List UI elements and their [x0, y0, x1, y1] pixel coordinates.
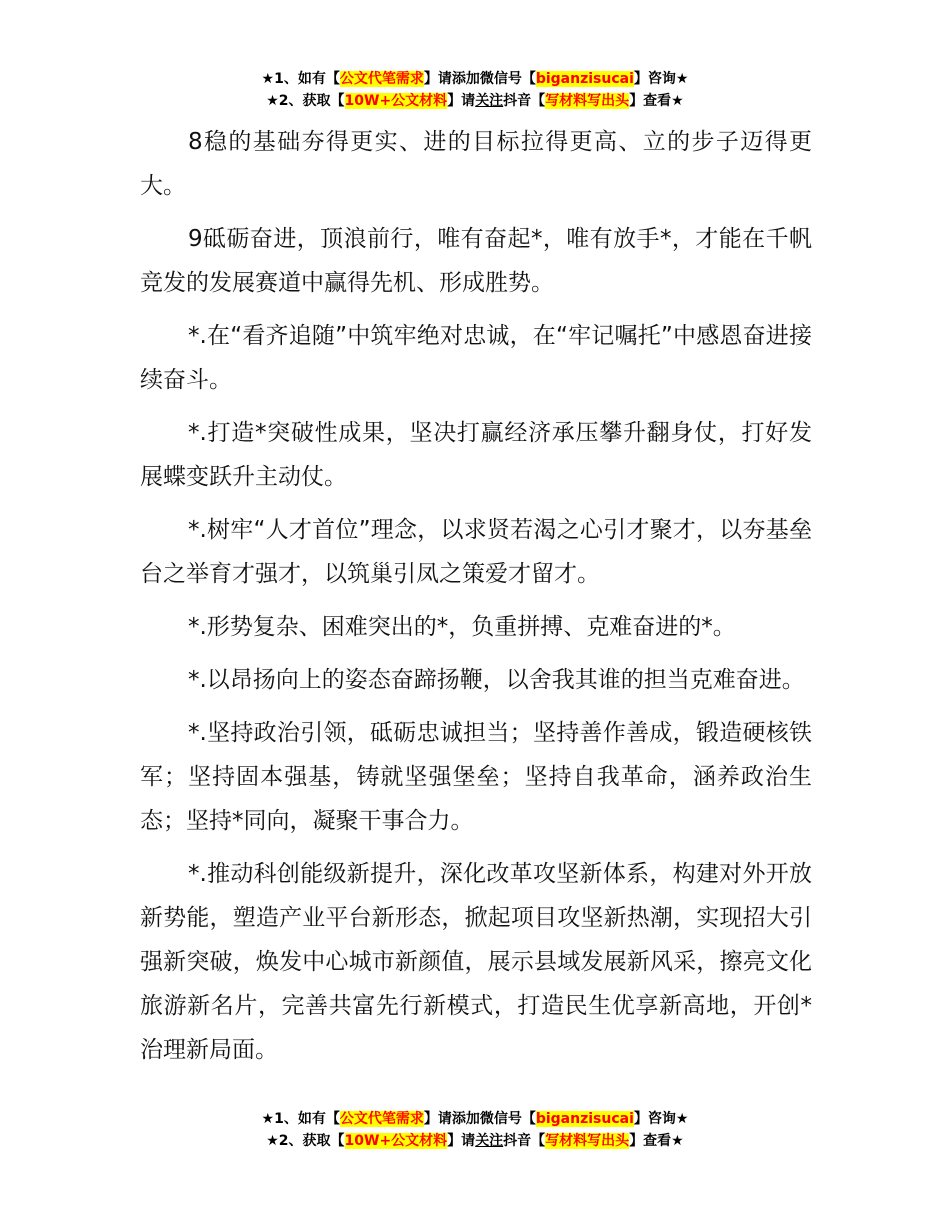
banner-line-2: [0, 90, 950, 112]
banner-text: 】请添: [423, 71, 466, 87]
banner-text: 关注: [475, 1133, 504, 1149]
header-banner: [0, 68, 950, 112]
banner-highlight: 公文代笔需求: [339, 71, 424, 87]
paragraph: *.树牢“人才首位”理念，以求贤若渴之心引才聚才，以夯基垒台之举育才强才，以筑巢引凤之策爱才留才。: [140, 517, 812, 587]
footer-banner: [0, 1108, 950, 1152]
banner-highlight: 写材料写出头: [545, 93, 630, 109]
banner-text: 加: [465, 1111, 480, 1127]
banner-text: 抖音【: [503, 1133, 546, 1149]
banner-text: 】咨询★: [633, 1111, 689, 1127]
banner-text: 】咨询★: [633, 71, 689, 87]
banner-highlight: 写材料写出头: [545, 1133, 630, 1149]
banner-highlight: 10W+公文材料: [344, 1133, 448, 1149]
banner-wechat-id: biganzisucai: [535, 71, 634, 87]
banner-wechat-id: biganzisucai: [535, 1111, 634, 1127]
banner-text: ★1、如有【: [261, 71, 340, 87]
banner-text: 微信号【: [479, 71, 536, 87]
paragraph: *.在“看齐追随”中筑牢绝对忠诚，在“牢记嘱托”中感恩奋进接续奋斗。: [140, 323, 812, 393]
banner-text: 】请添: [423, 1111, 466, 1127]
document-body: [140, 120, 812, 1081]
banner-text: 】查看★: [629, 1133, 684, 1149]
banner-text: ★2、获取【: [266, 1133, 345, 1149]
paragraph: 8稳的基础夯得更实、进的目标拉得更高、立的步子迈得更大。: [140, 129, 812, 199]
banner-text: 】查看★: [629, 93, 684, 109]
paragraph: *.推动科创能级新提升，深化改革攻坚新体系，构建对外开放新势能，塑造产业平台新形态，掀起项目攻坚新热潮，实现招大引强新突破，焕发中心城市新颜值，展示县域发展新风采，擦亮文化旅游新名片，完善共富先行新模式，打造民生优享新高地，开创*治理新局面。: [140, 861, 812, 1063]
banner-text: 】请: [447, 93, 476, 109]
banner-text: 加: [465, 71, 480, 87]
banner-text: ★2、获取【: [266, 93, 345, 109]
paragraph: *.形势复杂、困难突出的*，负重拼搏、克难奋进的*。: [188, 614, 736, 640]
banner-text: 关注: [475, 93, 504, 109]
banner-line-2: [0, 1130, 950, 1152]
banner-highlight: 公文代笔需求: [339, 1111, 424, 1127]
paragraph: *.坚持政治引领，砥砺忠诚担当；坚持善作善成，锻造硬核铁军；坚持固本强基，铸就坚强堡垒；坚持自我革命，涵养政治生态；坚持*同向，凝聚干事合力。: [140, 720, 812, 834]
banner-highlight: 10W+公文材料: [344, 93, 448, 109]
paragraph: *.以昂扬向上的姿态奋蹄扬鞭，以舍我其谁的担当克难奋进。: [188, 667, 805, 693]
banner-text: 】请: [447, 1133, 476, 1149]
banner-line-1: [0, 68, 950, 90]
banner-text: ★1、如有【: [261, 1111, 340, 1127]
banner-text: 微信号【: [479, 1111, 536, 1127]
banner-text: 抖音【: [503, 93, 546, 109]
paragraph: 9砥砺奋进，顶浪前行，唯有奋起*，唯有放手*，才能在千帆竞发的发展赛道中赢得先机、形成胜势。: [140, 226, 812, 296]
paragraph: *.打造*突破性成果，坚决打赢经济承压攀升翻身仗，打好发展蝶变跃升主动仗。: [140, 420, 812, 490]
banner-line-1: [0, 1108, 950, 1130]
